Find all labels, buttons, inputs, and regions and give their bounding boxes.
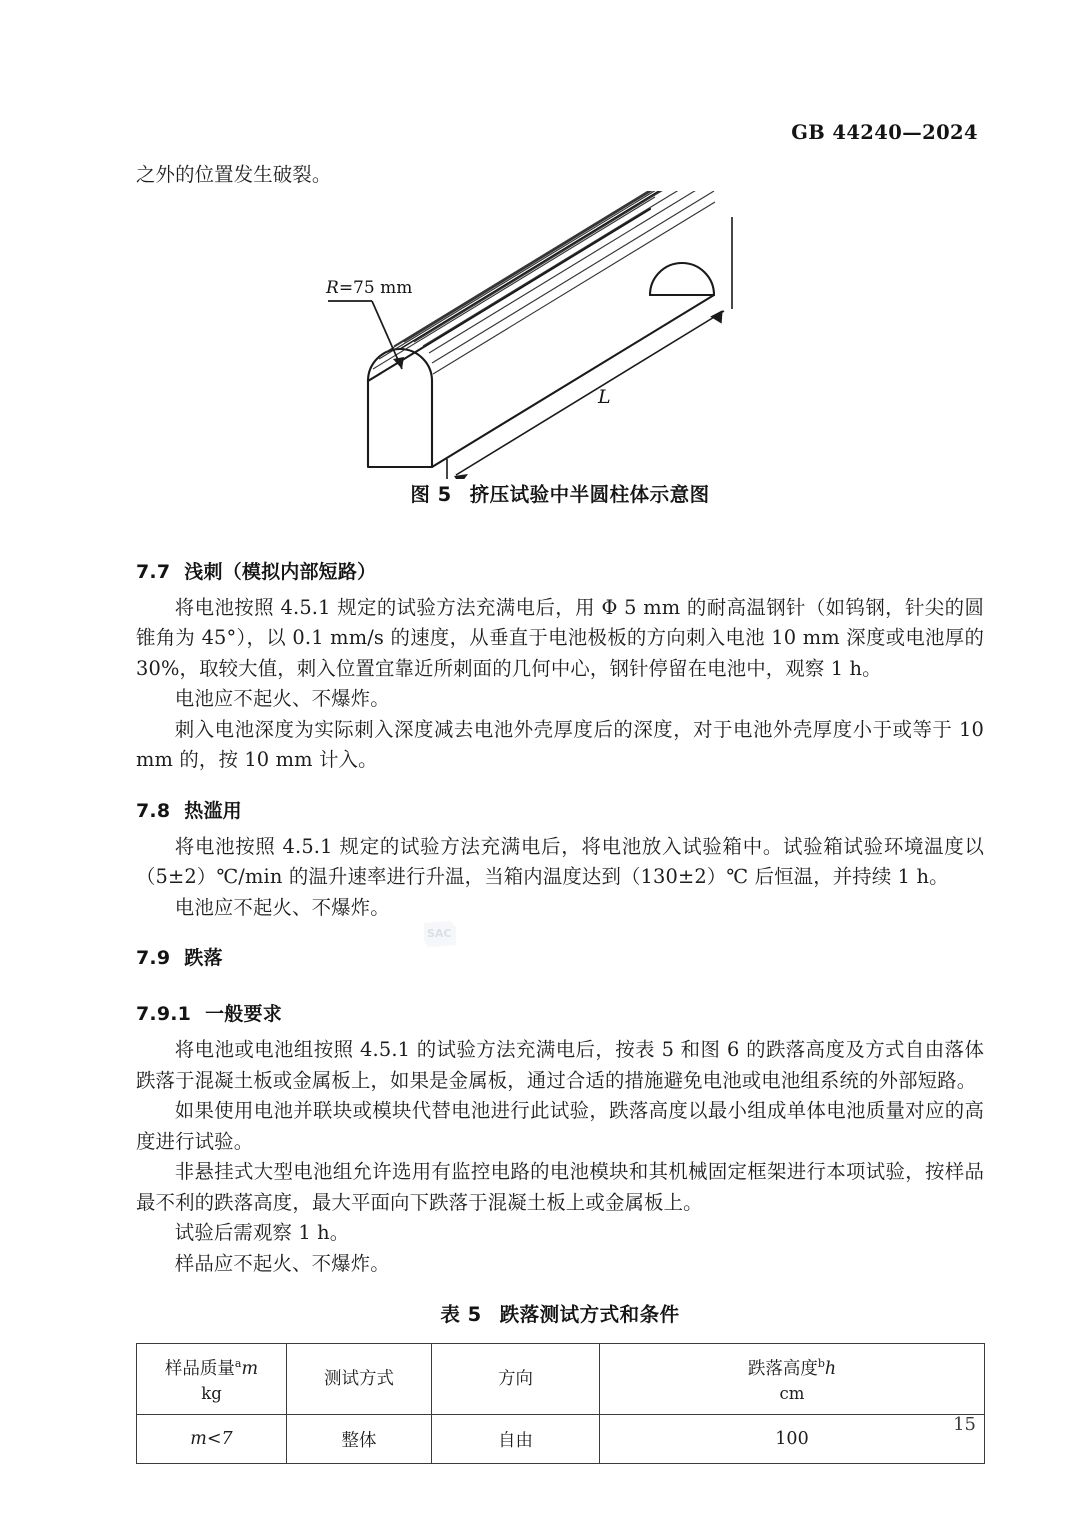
paragraph-7-7-3: 刺入电池深度为实际刺入深度减去电池外壳厚度后的深度，对于电池外壳厚度小于或等于 10 mm 的，按 10 mm 计入。 xyxy=(136,717,984,771)
table-cell-direction: 自由 xyxy=(432,1415,600,1464)
heading-7-9-1-number: 7.9.1 xyxy=(136,1003,192,1025)
paragraph-7-9-1-4: 试验后需观察 1 h。 xyxy=(174,1221,350,1244)
paragraph-7-8-1: 将电池按照 4.5.1 规定的试验方法充满电后，将电池放入试验箱中。试验箱试验环境温度以（5±2）℃/min 的温升速率进行升温，当箱内温度达到（130±2）℃ 后恒温，并持续 1 h。 xyxy=(136,834,984,888)
heading-7-8-title: 热滥用 xyxy=(184,799,242,822)
figure-5-title: 挤压试验中半圆柱体示意图 xyxy=(469,482,710,506)
heading-7-9 xyxy=(136,943,984,970)
figure-5-illustration xyxy=(136,191,984,479)
table-header-drop-height-title: 跌落高度 xyxy=(747,1358,818,1379)
figure-5-number: 图 5 xyxy=(410,482,452,506)
heading-7-8-number: 7.8 xyxy=(136,799,171,822)
table-5-caption xyxy=(136,1299,984,1327)
page-number: 15 xyxy=(953,1414,976,1435)
heading-7-9-1-title: 一般要求 xyxy=(205,1003,282,1025)
figure-length-label-text: L xyxy=(598,385,611,408)
continued-paragraph: 之外的位置发生破裂。 xyxy=(136,163,332,186)
heading-7-7 xyxy=(136,557,984,584)
table-header-drop-height xyxy=(600,1344,985,1415)
paragraph-7-9-1-3: 非悬挂式大型电池组允许选用有监控电路的电池模块和其机械固定框架进行本项试验，按样品最不利的跌落高度，最大平面向下跌落于混凝土板上或金属板上。 xyxy=(136,1160,984,1214)
table-header-direction xyxy=(432,1344,600,1415)
figure-5-caption xyxy=(136,479,984,507)
paragraph-7-9-1-2: 如果使用电池并联块或模块代替电池进行此试验，跌落高度以最小组成单体电池质量对应的高度进行试验。 xyxy=(136,1099,984,1153)
heading-7-9-1 xyxy=(136,999,984,1026)
table-header-sample-mass-unit: kg xyxy=(201,1384,222,1404)
paragraph-7-7-1: 将电池按照 4.5.1 规定的试验方法充满电后，用 Φ 5 mm 的耐高温钢针（如钨钢，针尖的圆锥角为 45°），以 0.1 mm/s 的速度，从垂直于电池极板的方向刺入电池 10 mm 深度或电池厚的 30%，取较大值，刺入位置宜靠近所刺面的几何中心，钢针停留在电池中，观察 1 h。 xyxy=(136,595,984,680)
heading-7-8 xyxy=(136,796,984,823)
table-header-drop-height-unit: cm xyxy=(779,1384,805,1404)
paragraph-7-8-2: 电池应不起火、不爆炸。 xyxy=(174,895,390,919)
table-5-title: 跌落测试方式和条件 xyxy=(499,1303,680,1326)
heading-7-9-title: 跌落 xyxy=(184,947,223,969)
figure-radius-label-text: R=75 mm xyxy=(326,277,413,298)
table-cell-drop-height: 100 xyxy=(600,1415,985,1464)
table-header-test-method-title: 测试方式 xyxy=(324,1369,394,1389)
standard-code-header: GB 44240—2024 xyxy=(791,121,978,144)
table-header-sample-mass xyxy=(137,1344,287,1415)
table-header-drop-height-symbol: h xyxy=(824,1358,837,1379)
half-cylinder-diagram xyxy=(280,191,840,479)
table-5-number: 表 5 xyxy=(440,1303,482,1326)
paragraph-7-9-1-5: 样品应不起火、不爆炸。 xyxy=(174,1251,390,1275)
table-header-test-method xyxy=(287,1344,432,1415)
table-5 xyxy=(136,1343,985,1464)
paragraph-7-7-2: 电池应不起火、不爆炸。 xyxy=(174,687,390,710)
table-header-row xyxy=(137,1344,985,1415)
heading-7-7-title: 浅刺（模拟内部短路） xyxy=(184,560,377,583)
table-header-sample-mass-symbol: m xyxy=(241,1358,259,1379)
paragraph-7-9-1-1: 将电池或电池组按照 4.5.1 的试验方法充满电后，按表 5 和图 6 的跌落高度及方式自由落体跌落于混凝土板或金属板上，如果是金属板，通过合适的措施避免电池或电池组系统的外部短路。 xyxy=(136,1038,984,1092)
page-content xyxy=(136,160,984,1464)
table-cell-test-method: 整体 xyxy=(287,1415,432,1464)
table-header-drop-height-footnote-mark: b xyxy=(817,1356,825,1370)
table-header-direction-title: 方向 xyxy=(498,1369,533,1389)
table-header-sample-mass-footnote-mark: a xyxy=(234,1356,242,1370)
svg-text:SAC: SAC xyxy=(427,927,452,940)
table-cell-sample-mass: m<7 xyxy=(137,1415,287,1464)
heading-7-9-number: 7.9 xyxy=(136,947,171,969)
table-header-sample-mass-title: 样品质量 xyxy=(164,1358,235,1379)
table-row xyxy=(137,1415,985,1464)
heading-7-7-number: 7.7 xyxy=(136,560,171,583)
